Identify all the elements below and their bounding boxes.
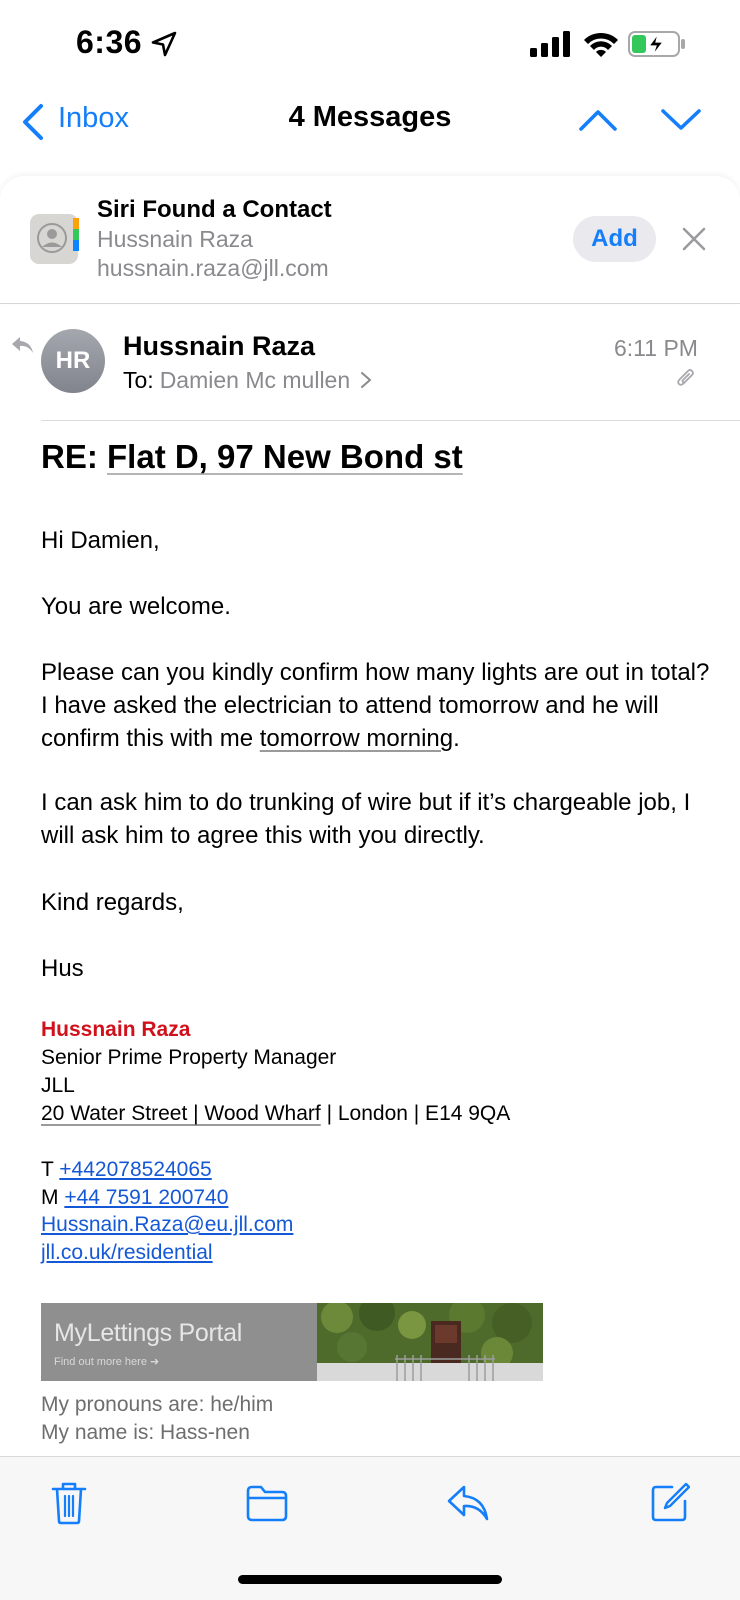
body-paragraph-welcome: You are welcome. — [41, 593, 231, 620]
body-paragraph-lights — [41, 656, 711, 755]
folder-icon[interactable] — [245, 1483, 289, 1523]
signature-name: Hussnain Raza — [41, 1018, 191, 1041]
message-header[interactable] — [0, 305, 740, 421]
signoff: Hus — [41, 955, 84, 982]
siri-contact-name: Hussnain Raza — [97, 226, 253, 252]
signature-address — [41, 1100, 510, 1128]
battery-charging-icon — [628, 30, 686, 58]
chevron-right-icon[interactable] — [360, 371, 372, 389]
greeting: Hi Damien, — [41, 527, 160, 554]
siri-contact-suggestion — [0, 176, 740, 304]
closing-regards: Kind regards, — [41, 889, 184, 916]
sender-name[interactable]: Hussnain Raza — [123, 331, 316, 361]
body-paragraph-trunking: I can ask him to do trunking of wire but if it’s chargeable job, I will ask him to agree this with you directly. — [41, 789, 691, 849]
close-icon[interactable] — [682, 227, 706, 251]
signature-title: Senior Prime Property Manager — [41, 1046, 337, 1069]
lights-text: Please can you kindly confirm how many lights are out in total? I have asked the electrician to attend tomorrow and he will confirm this with me — [41, 659, 710, 752]
attachment-icon — [676, 368, 696, 390]
banner-subtitle-text: Find out more here — [54, 1356, 147, 1368]
back-to-inbox-button[interactable]: Inbox — [58, 102, 129, 134]
nav-bar — [0, 88, 740, 172]
wifi-icon — [582, 30, 620, 58]
compose-icon[interactable] — [650, 1481, 690, 1523]
pronouns-line: My pronouns are: he/him — [41, 1393, 274, 1416]
chevron-down-icon[interactable] — [660, 102, 702, 138]
siri-title: Siri Found a Contact — [97, 196, 332, 223]
trash-icon[interactable] — [50, 1481, 88, 1525]
signature-email-link[interactable]: Hussnain.Raza@eu.jll.com — [41, 1213, 294, 1236]
telephone-link[interactable]: +442078524065 — [59, 1158, 212, 1181]
location-arrow-icon — [150, 30, 178, 58]
mobile-label: M — [41, 1186, 65, 1209]
add-contact-button[interactable]: Add — [573, 216, 656, 262]
signature-mobile — [41, 1184, 228, 1212]
telephone-label: T — [41, 1158, 60, 1181]
banner-subtitle — [54, 1355, 159, 1368]
thread-title: 4 Messages — [288, 101, 452, 133]
banner-title: MyLettings Portal — [54, 1319, 243, 1347]
subject-prefix: RE: — [41, 438, 98, 475]
address-link[interactable]: 20 Water Street | Wood Wharf — [41, 1102, 321, 1125]
banner-text-panel — [41, 1303, 317, 1381]
cellular-signal-icon — [530, 31, 572, 57]
signature-website-link[interactable]: jll.co.uk/residential — [41, 1241, 213, 1264]
pronunciation-line: My name is: Hass-nen — [41, 1421, 250, 1444]
message-time: 6:11 PM — [614, 335, 698, 361]
recipient-name[interactable]: Damien Mc mullen — [159, 367, 351, 393]
message-subject — [41, 438, 463, 476]
arrow-right-icon: ➜ — [150, 1356, 160, 1368]
signature-telephone — [41, 1156, 212, 1184]
date-link-tomorrow-morning[interactable]: tomorrow morning — [259, 725, 454, 752]
contacts-app-icon — [30, 214, 80, 264]
to-label: To: — [123, 367, 154, 393]
siri-contact-email: hussnain.raza@jll.com — [97, 255, 329, 281]
address-rest: | London | E14 9QA — [320, 1102, 511, 1125]
recipient-line[interactable] — [123, 367, 372, 394]
signature-company: JLL — [41, 1074, 75, 1097]
replied-indicator-icon — [10, 335, 34, 355]
lights-text-end: . — [453, 725, 460, 752]
header-divider — [41, 420, 740, 421]
subject-address-link[interactable]: Flat D, 97 New Bond st — [107, 438, 463, 475]
chevron-up-icon[interactable] — [578, 102, 618, 138]
house-photo — [317, 1303, 543, 1381]
status-time: 6:36 — [76, 24, 143, 60]
status-bar — [0, 0, 740, 88]
sender-avatar[interactable]: HR — [41, 329, 105, 393]
mobile-link[interactable]: +44 7591 200740 — [64, 1186, 229, 1209]
mylettings-portal-banner[interactable] — [41, 1303, 543, 1381]
reply-icon[interactable] — [446, 1483, 490, 1523]
home-indicator — [238, 1575, 502, 1584]
